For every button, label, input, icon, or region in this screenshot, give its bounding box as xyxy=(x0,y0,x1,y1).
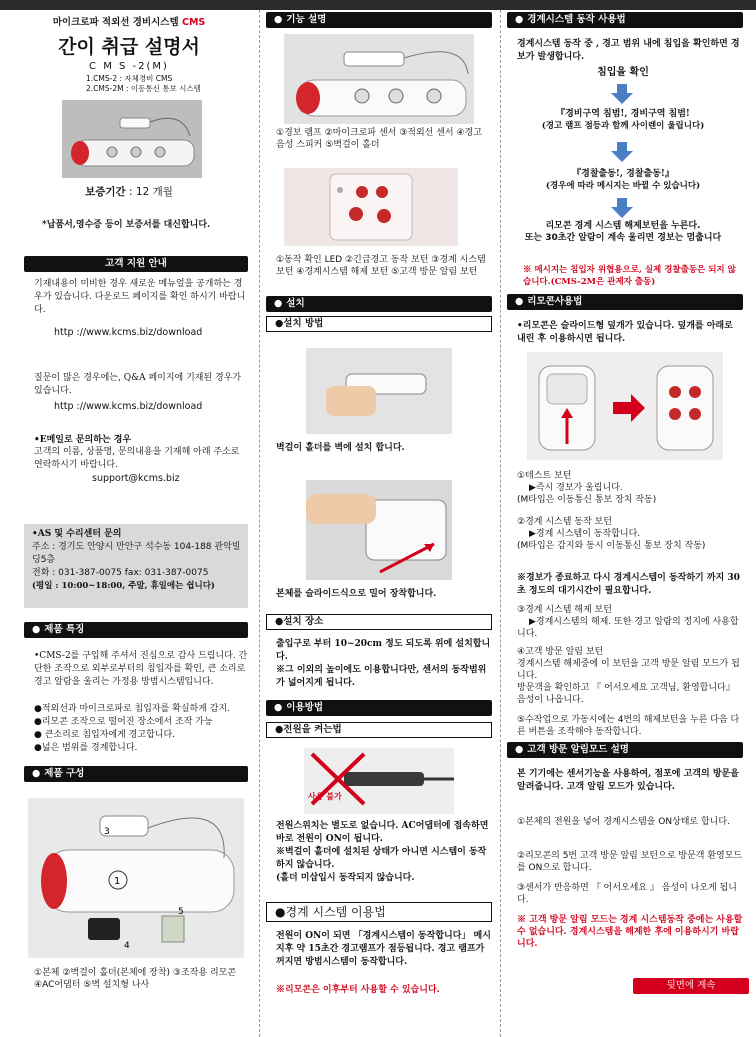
feature-item: ●리모콘 조작으로 떨어진 장소에서 조작 가능 xyxy=(34,717,213,727)
remote-3-title: ③경계 시스템 해제 보턴 xyxy=(517,605,612,615)
continue-button[interactable]: 뒷면에 계속 xyxy=(633,978,749,994)
remote-illustration xyxy=(527,352,723,460)
install-header-label: 설치 xyxy=(286,298,305,309)
as-phone: 전화 : 031-387-0075 fax: 031-387-0075 xyxy=(32,568,209,578)
features-header-label: 제품 특징 xyxy=(44,624,85,635)
flow-step-4a: 리모콘 경계 시스템 해제보턴을 누른다. xyxy=(545,221,701,231)
visit-step-2: ②리모콘의 5번 고객 방문 알림 보턴으로 방문객 환영모드를 ON으로 합니다. xyxy=(517,851,743,873)
brand-cms: CMS xyxy=(181,17,206,28)
components-header-label: 제품 구성 xyxy=(44,768,85,779)
flow-step-3a: 『경찰출동!, 경찰출동!』 xyxy=(572,169,674,179)
variant-2: 2.CMS-2M : 이동통신 통보 시스템 xyxy=(86,84,201,93)
as-center-box xyxy=(24,524,248,608)
remote-2-title: ②경계 시스템 동작 보턴 xyxy=(517,517,612,527)
install-header xyxy=(266,296,492,312)
flow-step-3b: (경우에 따라 메시지는 바뀔 수 있습니다) xyxy=(545,181,701,191)
bullet-icon: ● xyxy=(32,624,41,635)
components-illustration xyxy=(28,798,244,958)
adapter-illustration xyxy=(304,748,454,814)
install-method-header xyxy=(266,316,492,332)
product-photo xyxy=(62,100,202,178)
power-text: 전원스위치는 별도로 없습니다. AC어댑터에 접속하면 바로 전원이 ON이 됩니다. ※벽걸이 홀더에 설치된 상태가 아니면 시스템이 동작하지 않습니다. (홀더 미삽입시 동작되지 않습니다. xyxy=(276,821,489,883)
bullet-icon: ● xyxy=(515,296,524,307)
remote-3-desc: ▶경계시스템의 해제. 또한 경고 알람의 정지에 사용합니다. xyxy=(517,617,739,639)
power-adapter-photo xyxy=(304,748,454,814)
bullet-icon: ● xyxy=(275,616,284,627)
bullet-icon: ● xyxy=(515,14,524,25)
feature-item: ●넓은 범위를 경계합니다. xyxy=(34,743,138,753)
operation-header-label: 경계시스템 동작 사용법 xyxy=(527,14,626,25)
visit-warning: ※ 고객 방문 알림 모드는 경계 시스템동작 중에는 사용할 수 없습니다. 경계시스템을 해제한 후에 이용하시기 바랍니다. xyxy=(517,915,743,949)
visit-step-1: ①본체의 전원을 넣어 경계시스템을 ON상태로 합니다. xyxy=(517,817,730,827)
power-on-label: 전원을 켜는법 xyxy=(283,724,342,735)
bullet-icon: ● xyxy=(515,744,524,755)
function-caption-2: ①동작 확인 LED ②긴급경고 동작 보턴 ③경계 시스템 보턴 ④경계시스템 해제 보턴 ⑤고객 방문 알림 보턴 xyxy=(276,255,486,277)
control-panel-photo xyxy=(284,168,458,246)
doc-title: 간이 취급 설명서 xyxy=(58,36,200,58)
remote-1-desc: ▶즉시 경보가 울립니다. xyxy=(529,483,623,493)
usage-header-label: 이용방법 xyxy=(286,702,324,713)
email-paragraph: 고객의 이름, 상품명, 문의내용을 기재해 아래 주소로 연락하시기 바랍니다. xyxy=(34,447,240,470)
remote-5-desc: ⑤수작업으로 가동시에는 4번의 해제보턴을 누른 다음 다른 버튼을 조작해야 동작합니다. xyxy=(517,715,740,737)
bullet-icon: ● xyxy=(274,14,283,25)
flow-step-2a: 『경비구역 침범!, 경비구역 침범! xyxy=(556,109,690,119)
svg-text:3: 3 xyxy=(104,827,110,837)
variant-1: 1.CMS-2 : 자체경비 CMS xyxy=(86,74,173,83)
warranty-label: 보증기간 xyxy=(85,186,126,198)
email-title: •E메일로 문의하는 경우 xyxy=(34,435,132,445)
down-arrow-icon xyxy=(611,84,633,104)
feature-item: ● 큰소리로 침입자에게 경고합니다. xyxy=(34,730,176,740)
power-on-header xyxy=(266,722,492,738)
remote-header-label: 리모콘사용법 xyxy=(527,296,583,307)
bullet-icon: ● xyxy=(275,318,284,329)
svg-text:5: 5 xyxy=(178,907,184,917)
prohibited-label: 사용 불가 xyxy=(308,792,342,801)
qa-url[interactable]: http ://www.kcms.biz/download xyxy=(54,401,203,412)
product-illustration xyxy=(62,100,202,178)
operation-paragraph: 경계시스템 동작 중 , 경고 범위 내에 침입을 확인하면 경보가 발생합니다. xyxy=(517,39,740,62)
as-title: •AS 및 수리센터 문의 xyxy=(32,529,122,539)
guard-note: ※리모콘은 이후부터 사용할 수 있습니다. xyxy=(276,985,440,995)
visit-step-3: ③센서가 반응하면 『 어서오세요 』 음성이 나오게 됩니다. xyxy=(517,883,737,905)
place-header xyxy=(266,614,492,630)
features-paragraph: •CMS-2를 구입해 주셔서 진심으로 감사 드립니다. 간단한 조작으로 외부로부터의 침입자를 확인, 큰 소리로 경고 알람을 울리는 가정용 방범시스템입니다. xyxy=(34,651,248,687)
visit-mode-header-label: 고객 방문 알림모드 설명 xyxy=(527,744,629,755)
brand-line xyxy=(0,16,258,29)
operation-header xyxy=(507,12,743,28)
visit-paragraph: 본 기기에는 센서기능을 사용하여, 점포에 고객의 방문을 알려줍니다. 고객 알림 모드가 있습니다. xyxy=(517,769,739,792)
as-hours: (평일 : 10:00~18:00, 주말, 휴일에는 쉽니다) xyxy=(32,581,215,591)
usage-header xyxy=(266,700,492,716)
left-column xyxy=(0,10,258,1037)
warranty xyxy=(0,186,258,199)
remote-2-desc: ▶경계 시스템이 동작합니다. xyxy=(529,529,641,539)
down-arrow-icon xyxy=(611,142,633,162)
brand-text: 마이크로파 적외선 경비시스템 xyxy=(52,17,182,28)
column-divider xyxy=(500,10,501,1037)
install-caption-2: 본체를 슬라이드식으로 밀어 장착합니다. xyxy=(276,589,437,599)
wall-mount-illustration xyxy=(306,348,452,434)
as-address: 주소 : 경기도 안양시 만안구 석수동 104-188 관악빌딩5층 xyxy=(32,542,241,565)
install-photo-2 xyxy=(306,480,452,580)
components-photo xyxy=(28,798,244,958)
support-paragraph: 기재내용이 미비한 경우 새로운 메뉴얼을 공개하는 경우가 있습니다. 다운로드 페이지를 확인 하시기 바랍니다. xyxy=(34,279,246,315)
visit-mode-header xyxy=(507,742,743,758)
middle-column xyxy=(262,10,498,1037)
remote-4-desc: ④고객 방문 알림 보턴 경계시스템 해제중에 이 보턴을 고객 방문 알림 모드가 됩니다. 방문객을 확인하고 『 어서오세요 고객님, 환영합니다』음성이 나옵니다. xyxy=(517,647,740,705)
feature-item: ●적외선과 마이크로파로 침입자를 확실하게 감지. xyxy=(34,704,231,714)
receipt-note: *납품서,영수증 등이 보증서를 대신합니다. xyxy=(42,220,211,230)
remote-header xyxy=(507,294,743,310)
bullet-icon: ● xyxy=(32,768,41,779)
flow-step-1: 침입을 확인 xyxy=(597,67,649,78)
support-email[interactable]: support@kcms.biz xyxy=(92,473,180,484)
warranty-value: : 12 개월 xyxy=(125,186,173,198)
support-header: 고객 지원 안내 xyxy=(24,256,248,272)
device-front-illustration xyxy=(284,34,474,124)
features-header xyxy=(24,622,248,638)
install-caption-1: 벽걸이 홀더를 벽에 설치 합니다. xyxy=(276,443,405,453)
install-method-label: 설치 방법 xyxy=(283,318,324,329)
operation-warning: ※ 메시지는 침입자 위협용으로, 실제 경찰출동은 되지 않습니다.(CMS-2M은 관제자 출동) xyxy=(523,265,736,287)
guard-text: 전원이 ON이 되면 「경계시스템이 동작합니다」 메시지후 약 15초간 경고램프가 점등됩니다. 경고 램프가 꺼지면 방범시스템이 동작합니다. xyxy=(276,931,491,967)
column-divider xyxy=(259,10,260,1037)
install-photo-1 xyxy=(306,348,452,434)
function-header xyxy=(266,12,492,28)
top-bar xyxy=(0,0,756,10)
download-url[interactable]: http ://www.kcms.biz/download xyxy=(54,327,203,338)
device-front-photo xyxy=(284,34,474,124)
svg-text:4: 4 xyxy=(124,941,130,951)
down-arrow-icon xyxy=(611,198,633,218)
bullet-icon: ● xyxy=(274,298,283,309)
bullet-icon: ● xyxy=(274,702,283,713)
right-column xyxy=(503,10,756,1037)
function-header-label: 기능 설명 xyxy=(286,14,327,25)
remote-wait-note: ※경보가 종료하고 다시 경계시스템이 동작하기 까지 30초 정도의 대기시간이 필요합니다. xyxy=(517,573,740,596)
place-text: 출입구로 부터 10~20cm 정도 되도록 위에 설치합니다. ※그 이외의 높이에도 이용합니다만, 센서의 동작범위가 넓어지게 됩니다. xyxy=(276,639,491,688)
remote-1-title: ①테스트 보턴 xyxy=(517,471,572,481)
bullet-icon: ● xyxy=(275,724,284,735)
guard-system-title: ●경계 시스템 이용법 xyxy=(266,902,492,922)
flow-step-2b: (경고 램프 점등과 함께 사이렌이 울립니다) xyxy=(541,121,705,131)
components-caption: ①본체 ②벽걸이 홀더(본체에 장착) ③조작용 리모콘 ④AC어댑터 ⑤벽 설치형 나사 xyxy=(34,968,237,990)
model-name: C M S -2(M) xyxy=(89,61,169,72)
remote-2-note: (M타입은 감지와 동시 이동통신 통보 장치 작동) xyxy=(517,541,706,551)
remote-1-note: (M타입은 이동통신 통보 장치 작동) xyxy=(517,495,657,505)
function-caption-1: ①경보 램프 ②마이크로파 센서 ③적외선 센서 ④경고 음성 스피커 ⑤벽걸이 홀더 xyxy=(276,128,482,150)
remote-photo xyxy=(527,352,723,460)
qa-paragraph: 질문이 많은 경우에는, Q&A 페이지에 기재된 경우가 있습니다. xyxy=(34,373,242,396)
svg-text:1: 1 xyxy=(114,876,121,887)
flow-step-4b: 또는 30초간 알람이 계속 울리면 경보는 멈춥니다 xyxy=(524,233,722,243)
place-header-label: 설치 장소 xyxy=(283,616,324,627)
slide-mount-illustration xyxy=(306,480,452,580)
control-panel-illustration xyxy=(284,168,458,246)
components-header xyxy=(24,766,248,782)
remote-paragraph: •리모콘은 슬라이드형 덮개가 있습니다. 덮개를 아래로 내린 후 이용하시면 됩니다. xyxy=(517,321,733,344)
